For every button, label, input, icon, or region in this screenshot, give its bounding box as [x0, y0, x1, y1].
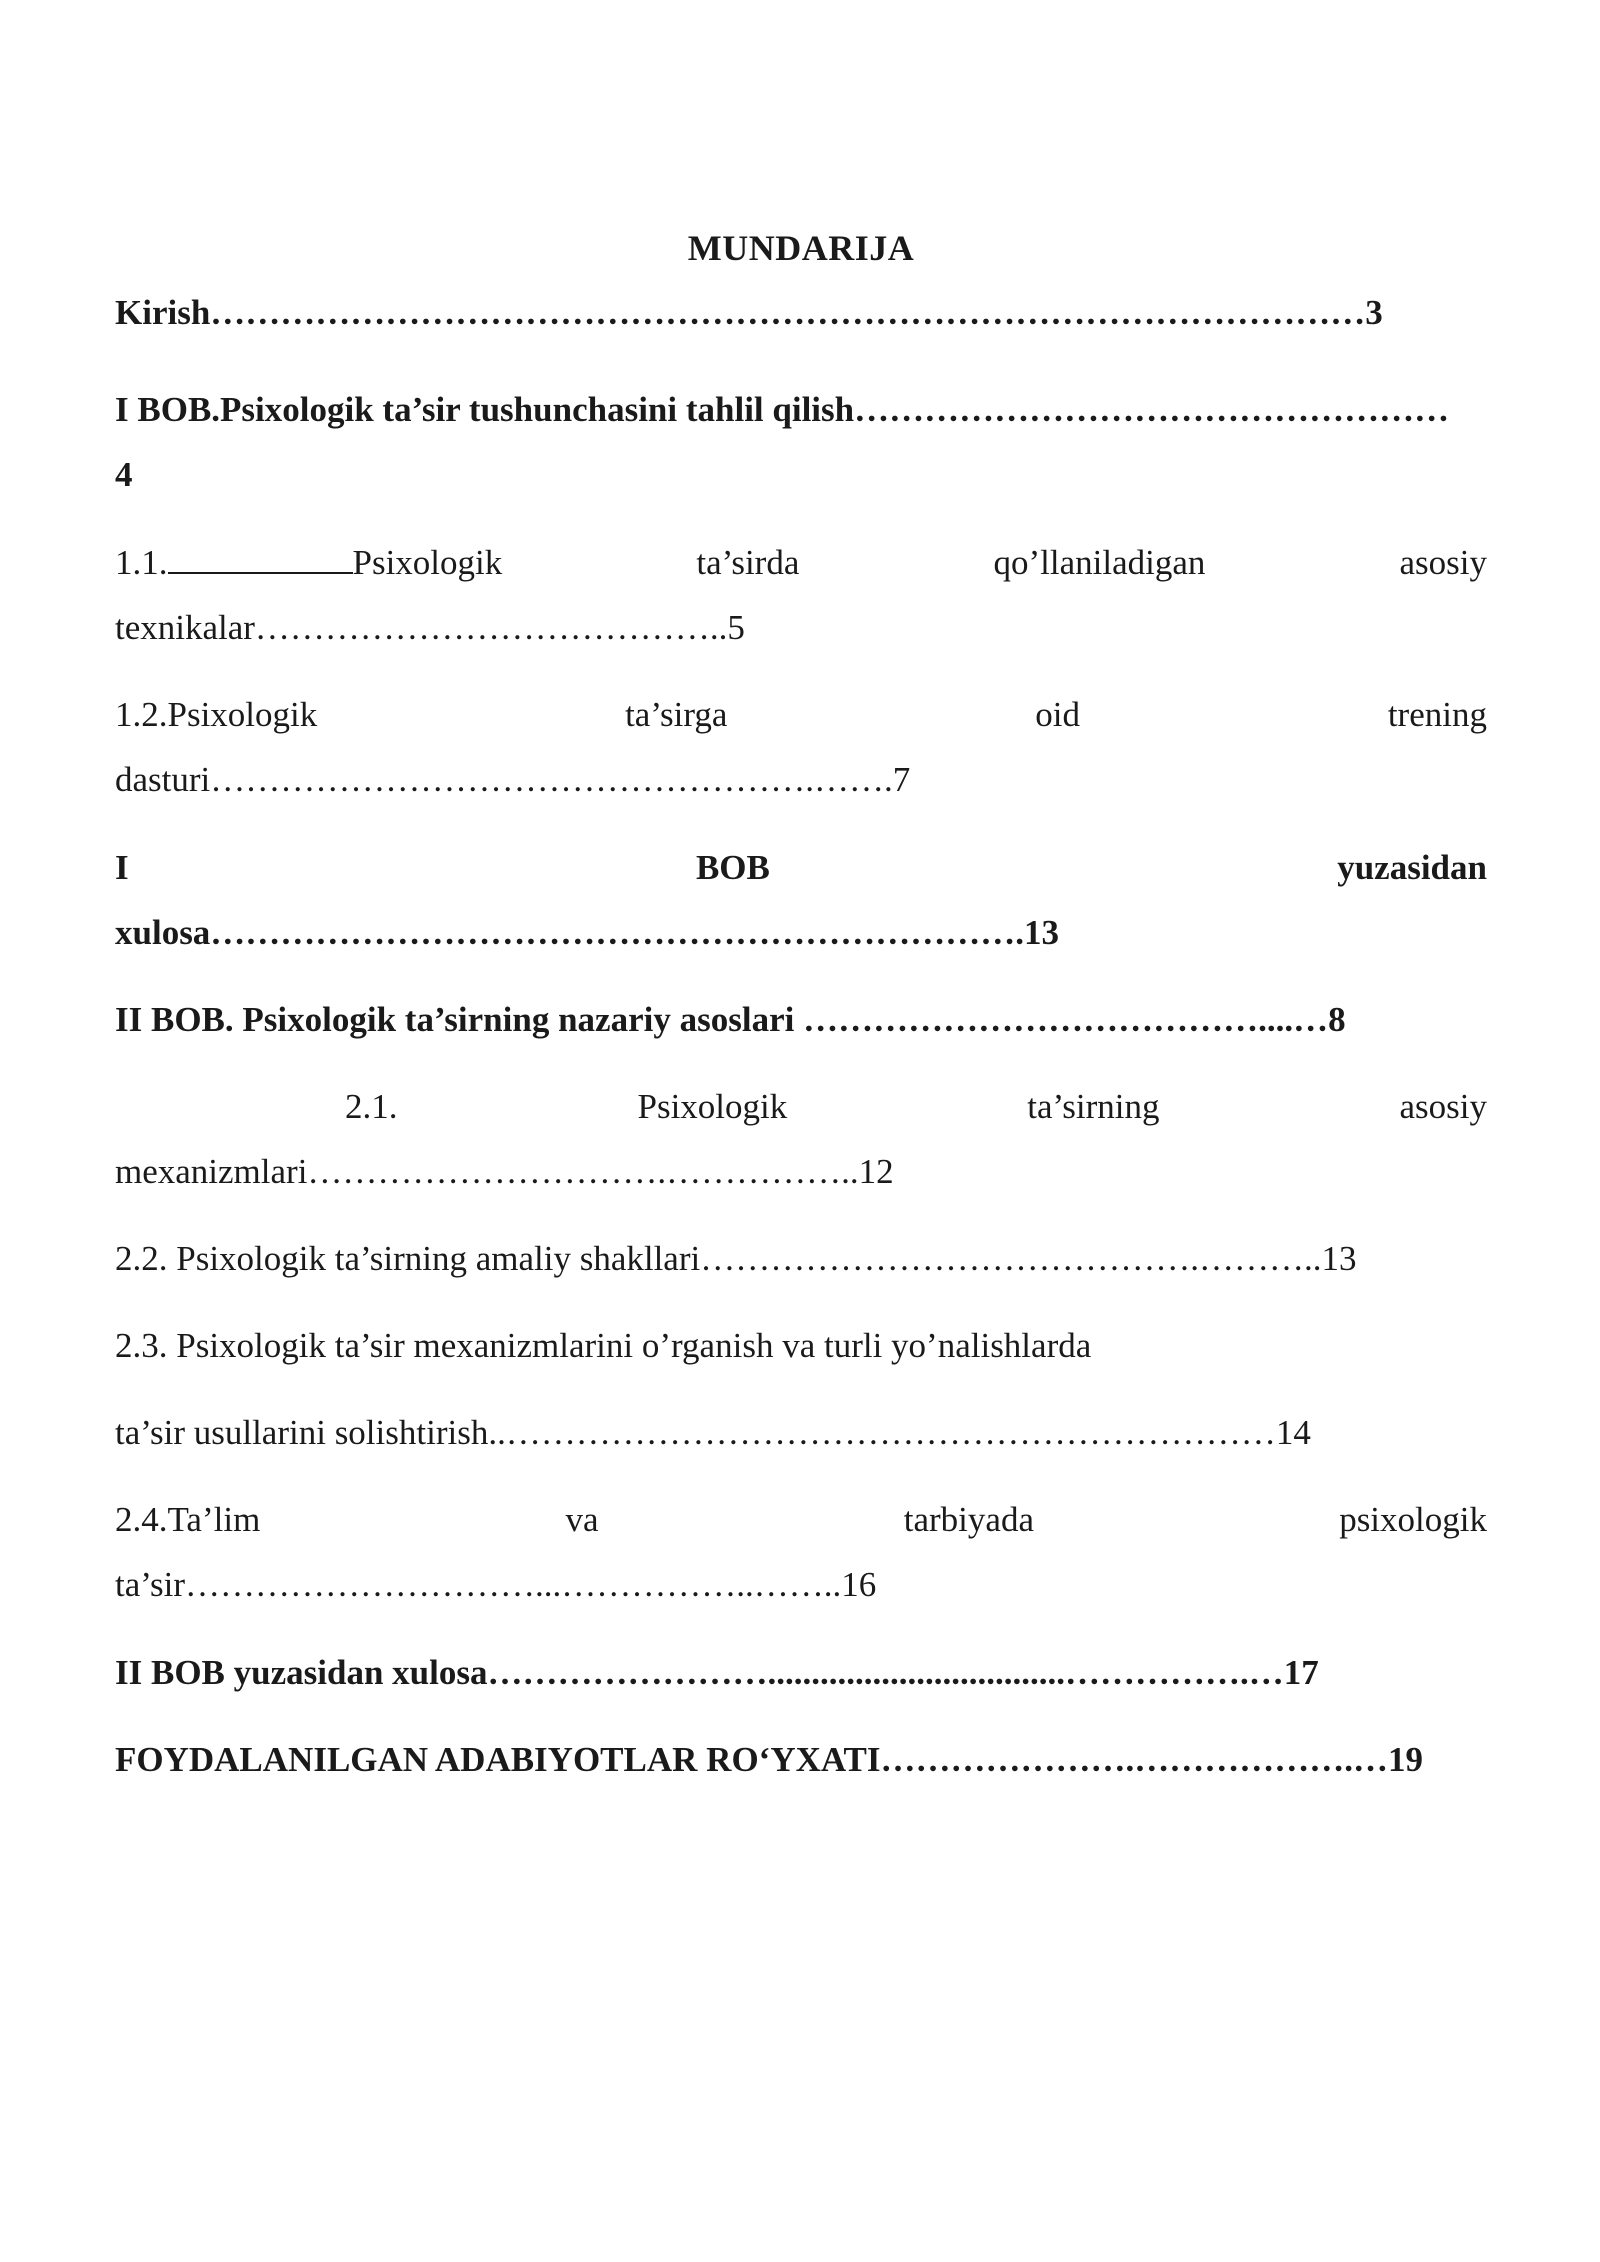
word: trening: [1387, 695, 1487, 734]
toc-entry-1-2: [115, 692, 1487, 738]
toc-entry-bob1-page: 4: [115, 455, 133, 494]
document-page: [115, 0, 1487, 2262]
word: yuzasidan: [1337, 848, 1487, 887]
word: tarbiyada: [903, 1500, 1034, 1539]
word: Psixologik: [637, 1087, 788, 1126]
toc-entry-bob2-conclusion: II BOB yuzasidan xulosa……………………..................................…………….…17: [115, 1653, 1319, 1692]
toc-entry-bob2-title: II BOB. Psixologik ta’sirning nazariy asoslari …………………………………....…8: [115, 1000, 1346, 1039]
word: qo’llaniladigan: [993, 543, 1206, 582]
word: BOB: [695, 848, 770, 887]
toc-entry-1-2-continuation: dasturi…………………………………………….…….7: [115, 760, 911, 799]
toc-entry-1-1-lead: [115, 540, 502, 586]
word: asosiy: [1399, 543, 1487, 582]
word: 2.4.Ta’lim: [115, 1500, 261, 1539]
word: Psixologik: [352, 543, 503, 582]
word: I: [115, 848, 129, 887]
toc-entry-2-2: 2.2. Psixologik ta’sirning amaliy shakllari…………………………………….………..13: [115, 1239, 1357, 1278]
word: psixologik: [1339, 1500, 1487, 1539]
word: 2.1.: [345, 1087, 398, 1126]
word: asosiy: [1399, 1087, 1487, 1126]
toc-entry-2-1-continuation: mexanizmlari………………………….……………..12: [115, 1152, 894, 1191]
toc-entry-kirish: Kirish………………………………………………………………………………………3: [115, 293, 1383, 332]
toc-entry-2-3: 2.3. Psixologik ta’sir mexanizmlarini o’rganish va turli yo’nalishlarda: [115, 1326, 1092, 1365]
toc-entry-2-4: [115, 1497, 1487, 1543]
toc-entry-1-1: [115, 540, 1487, 586]
toc-entry-bob1-conclusion-continuation: xulosa…………………………………………………………….13: [115, 913, 1060, 952]
word: 1.2.Psixologik: [115, 695, 318, 734]
word: va: [565, 1500, 599, 1539]
word: oid: [1035, 695, 1081, 734]
word: ta’sirda: [696, 543, 800, 582]
toc-entry-bob1-title: I BOB.Psixologik ta’sir tushunchasini tahlil qilish……………………………………………: [115, 390, 1450, 429]
toc-entry-references: FOYDALANILGAN ADABIYOTLAR RO‘YXATI………………….……………….…19: [115, 1740, 1424, 1779]
toc-entry-2-1: [115, 1084, 1487, 1130]
toc-title: MUNDARIJA: [687, 228, 915, 268]
toc-entry-2-4-continuation: ta’sir…………………………...……………..……..16: [115, 1565, 877, 1604]
toc-entry-bob1-conclusion: [115, 845, 1487, 891]
word: ta’sirning: [1027, 1087, 1160, 1126]
toc-entry-2-3-continuation: ta’sir usullarini solishtirish..…………………………………………………………14: [115, 1413, 1311, 1452]
word: ta’sirga: [625, 695, 728, 734]
section-number: 1.1.: [115, 543, 168, 582]
toc-entry-1-1-continuation: texnikalar…………………………………..5: [115, 608, 745, 647]
underline-blank: [168, 542, 353, 574]
